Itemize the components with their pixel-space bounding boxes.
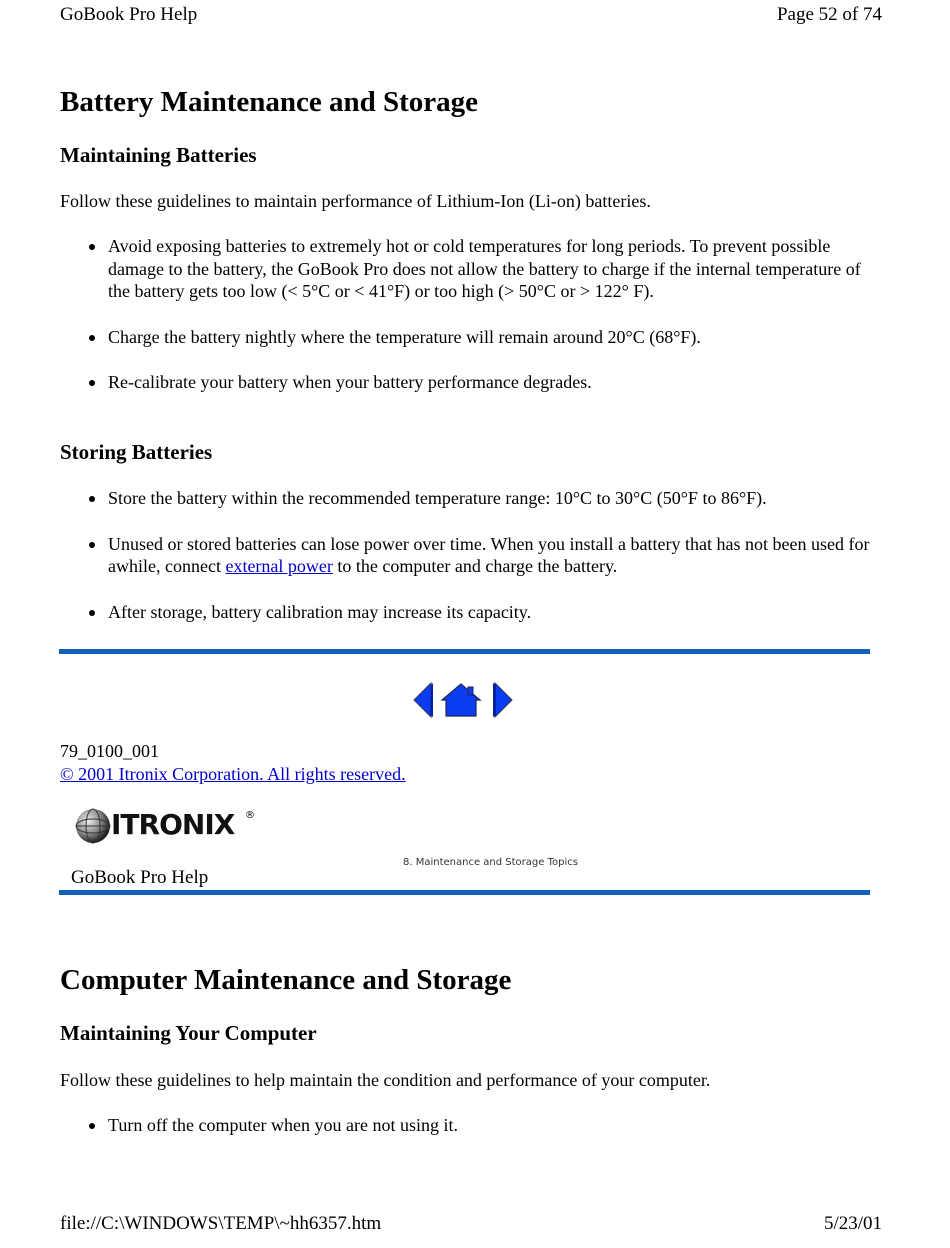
page-number: Page 52 of 74 [776,4,882,25]
battery-storage-list [60,487,870,623]
battery-maintenance-list [60,235,870,394]
list-item-text: Charge the battery nightly where the temperature will remain around 20°C (68°F). [108,326,701,347]
bullet-icon [89,1123,95,1129]
copyright-link[interactable]: © 2001 Itronix Corporation. All rights reserved. [60,764,406,784]
doc-id: 79_0100_001 [60,741,159,761]
bullet-icon [89,542,95,548]
print-date: 5/23/01 [823,1213,882,1234]
list-item [60,533,870,578]
list-item-text: to the computer and charge the battery. [332,556,618,576]
section-title-computer: Computer Maintenance and Storage [60,964,512,996]
logo-text: ITRONIX [111,808,235,841]
subheading-maintaining-computer: Maintaining Your Computer [60,1021,317,1045]
help-label: GoBook Pro Help [71,867,209,888]
left-arrow-icon[interactable] [414,683,433,717]
breadcrumb: 8. Maintenance and Storage Topics [403,857,578,868]
list-item [60,601,870,624]
divider [59,890,870,895]
list-item-text: Unused or stored batteries can lose power over time. When you install a battery that has not been used for awhile, connect [108,533,870,576]
bullet-icon [89,380,95,386]
section-title-battery: Battery Maintenance and Storage [60,86,479,118]
list-item-text: Avoid exposing batteries to extremely hot or cold temperatures for long periods. To prevent possible damage to the battery, the GoBook Pro does not allow the battery to charge if the internal temperature of the battery gets too low (< 5°C or < 41°F) or too high (> 50°C or > 122° F). [108,236,861,301]
bullet-icon [89,335,95,341]
subheading-storing-batteries: Storing Batteries [60,440,213,464]
battery-intro: Follow these guidelines to maintain performance of Lithium-Ion (Li-on) batteries. [60,191,651,211]
list-item [60,1114,870,1137]
nav-buttons [411,681,517,719]
bullet-icon [89,496,95,502]
list-item-text: Turn off the computer when you are not using it. [108,1115,458,1135]
registered-mark: ® [245,810,255,821]
nav-icons [411,681,517,719]
bullet-icon [89,610,95,616]
bullet-icon [89,244,95,250]
list-item [60,326,870,349]
header-title: GoBook Pro Help [60,4,198,25]
list-item-text: Store the battery within the recommended temperature range: 10°C to 30°C (50°F to 86°F). [108,488,767,508]
computer-maintenance-list [60,1114,870,1137]
itronix-logo [73,806,263,846]
list-item [60,487,870,510]
list-item-text: After storage, battery calibration may increase its capacity. [108,601,532,622]
home-icon[interactable] [442,684,480,716]
list-item-text: Re-calibrate your battery when your battery performance degrades. [108,372,592,392]
divider [59,649,870,654]
subheading-maintaining-batteries: Maintaining Batteries [60,143,257,167]
right-arrow-icon[interactable] [493,683,512,717]
file-path: file://C:\WINDOWS\TEMP\~hh6357.htm [60,1213,382,1234]
computer-intro: Follow these guidelines to help maintain the condition and performance of your computer. [60,1070,711,1090]
globe-icon [73,806,113,846]
list-item [60,235,870,303]
external-power-link[interactable]: external power [225,556,333,576]
list-item [60,371,870,394]
